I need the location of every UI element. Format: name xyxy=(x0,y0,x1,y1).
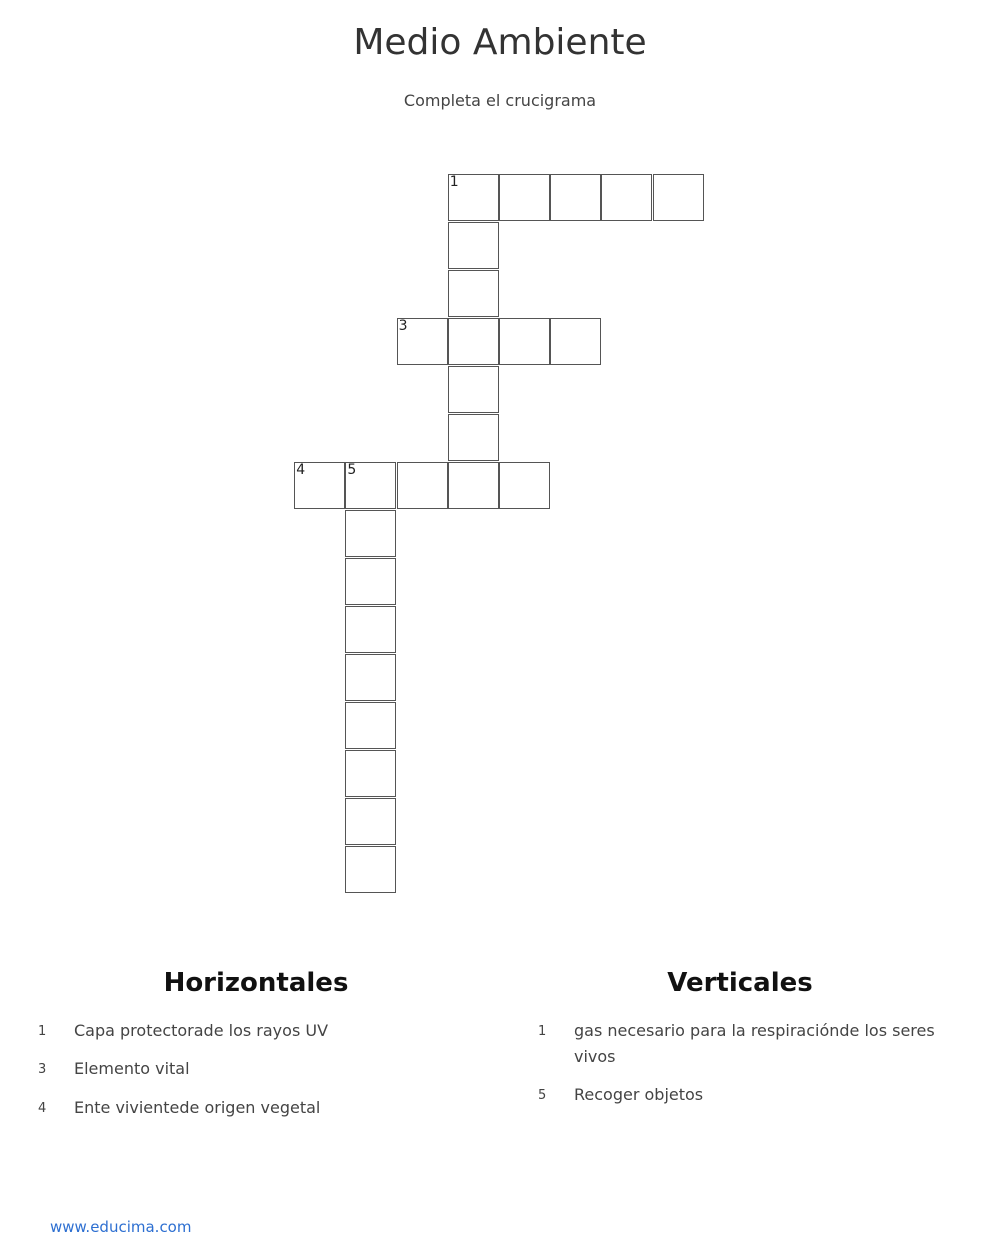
page-title: Medio Ambiente xyxy=(353,22,647,63)
horizontales-heading: Horizontales xyxy=(163,968,349,998)
clue-text: Recoger objetos xyxy=(574,1085,704,1104)
clue-horizontal-3 xyxy=(38,1056,458,1082)
crossword-cell[interactable] xyxy=(448,414,499,461)
crossword-cell[interactable] xyxy=(499,462,550,509)
crossword-cell[interactable] xyxy=(448,366,499,413)
clue-text: Capa protectorade los rayos UV xyxy=(74,1021,329,1040)
clue-text: gas necesario para la respiraciónde los seres xyxy=(574,1021,935,1040)
crossword-cell[interactable] xyxy=(499,174,550,221)
crossword-cell[interactable] xyxy=(448,222,499,269)
cell-number: 3 xyxy=(398,318,408,334)
clue-text: Ente vivientede origen vegetal xyxy=(74,1098,321,1117)
clue-text: Elemento vital xyxy=(74,1059,190,1078)
page-subtitle: Completa el crucigrama xyxy=(403,91,597,110)
crossword-cell[interactable] xyxy=(294,462,345,509)
crossword-cell[interactable] xyxy=(397,462,448,509)
clue-number: 3 xyxy=(38,1062,47,1077)
clue-horizontal-1 xyxy=(38,1018,458,1044)
crossword-cell[interactable] xyxy=(345,462,396,509)
crossword-cell[interactable] xyxy=(345,654,396,701)
cell-number: 1 xyxy=(449,174,459,190)
crossword-cell[interactable] xyxy=(448,462,499,509)
footer-link[interactable]: www.educima.com xyxy=(50,1218,192,1236)
clue-horizontal-4 xyxy=(38,1095,458,1121)
crossword-cell[interactable] xyxy=(345,750,396,797)
cell-number: 5 xyxy=(347,462,357,478)
crossword-cell[interactable] xyxy=(448,318,499,365)
crossword-cell[interactable] xyxy=(345,846,396,893)
crossword-cell[interactable] xyxy=(448,270,499,317)
verticales-heading: Verticales xyxy=(667,968,813,998)
clue-number: 1 xyxy=(38,1024,47,1039)
clue-number: 1 xyxy=(538,1024,547,1039)
clue-vertical-5 xyxy=(538,1082,978,1108)
cell-number: 4 xyxy=(296,462,306,478)
crossword-cell[interactable] xyxy=(345,798,396,845)
crossword-cell[interactable] xyxy=(550,174,601,221)
crossword-cell[interactable] xyxy=(345,606,396,653)
crossword-cell[interactable] xyxy=(653,174,704,221)
crossword-cell[interactable] xyxy=(397,318,448,365)
clue-number: 4 xyxy=(38,1101,47,1116)
crossword-cell[interactable] xyxy=(345,702,396,749)
crossword-cell[interactable] xyxy=(345,558,396,605)
crossword-cell[interactable] xyxy=(448,174,499,221)
crossword-cell[interactable] xyxy=(345,510,396,557)
crossword-cell[interactable] xyxy=(550,318,601,365)
clue-text-continuation: vivos xyxy=(574,1047,616,1066)
crossword-cell[interactable] xyxy=(601,174,652,221)
clue-number: 5 xyxy=(538,1088,547,1103)
clue-vertical-1 xyxy=(538,1018,978,1070)
crossword-cell[interactable] xyxy=(499,318,550,365)
